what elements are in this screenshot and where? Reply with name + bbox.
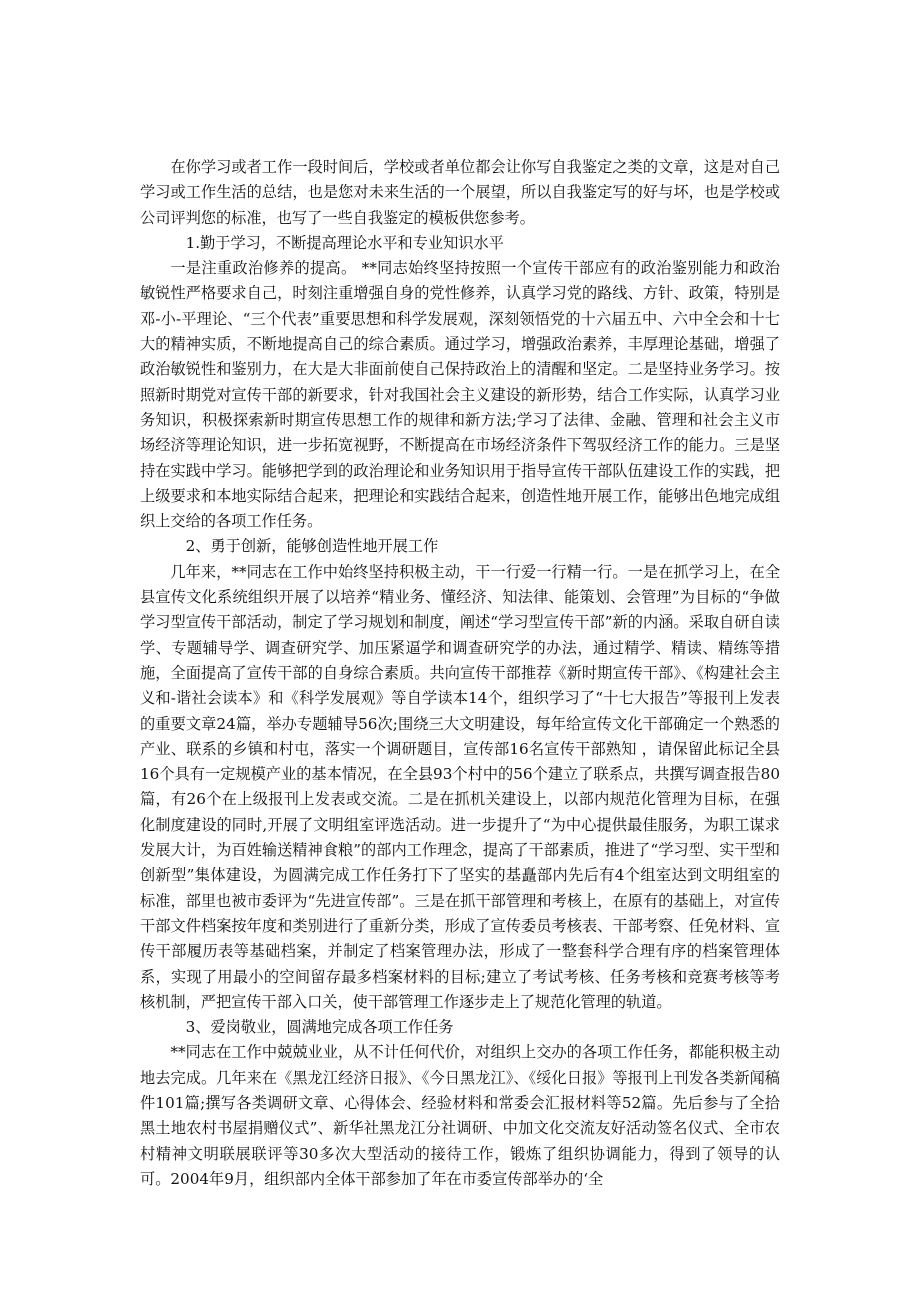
- intro-paragraph: 在你学习或者工作一段时间后，学校或者单位都会让你写自我鉴定之类的文章，这是对自己学习或工作生活的总结，也是您对未来生活的一个展望，所以自我鉴定写的好与坏，也是学校或公司评判您的标准，也写了一些自我鉴定的模板供您参考。: [140, 158, 780, 227]
- section-heading-2: 2、勇于创新，能够创造性地开展工作: [185, 537, 439, 556]
- section-3-paragraph: **同志在工作中兢兢业业，从不计任何代价，对组织上交办的各项工作任务，都能积极主动地去完成。几年来在《黑龙江经济日报》、《今日黑龙江》、《绥化日报》等报刊上刊发各类新闻稿件101篇;撰写各类调研文章、心得体会、经验材料和常委会汇报材料等52篇。先后参与了全拾黑土地农村书屋捐赠仪式”、新华社黑龙江分社调研、中加文化交流友好活动签名仪式、全市农村精神文明联展联评等30多次大型活动的接待工作，锻炼了组织协调能力，得到了领导的认可。2004年9月，组织部内全体干部参加了年在市委宣传部举办的‘全: [140, 1043, 780, 1188]
- section-2-paragraph: 几年来，**同志在工作中始终坚持积极主动，干一行爱一行精一行。一是在抓学习上，在全县宣传文化系统组织开展了以培养“精业务、懂经济、知法律、能策划、会管理”为目标的“争做学习型宣传干部活动，制定了学习规划和制度，阐述“学习型宣传干部”新的内涵。采取自研自读学、专题辅导学、调查研究学、加压紧逼学和调查研究学的办法，通过精学、精读、精练等措施，全面提高了宣传干部的自身综合素质。共向宣传干部推荐《新时期宣传干部》、《构建社会主义和-谐社会读本》和《科学发展观》等自学读本14个，组织学习了“十七大报告”等报刊上发表的重要文章24篇，举办专题辅导56次;围绕三大文明建设，每年给宣传文化干部确定一个熟悉的产业、联系的乡镇和村屯，落实一个调研题目，宣传部16名宣传干部熟知 ，请保留此标记全县16个具有一定规模产业的基本情况，在全县93个村中的56个建立了联系点，共撰写调查报告80篇，有26个在上级报刊上发表或交流。二是在抓机关建设上，以部内规范化管理为目标，在强化制度建设的同时,开展了文明组室评选活动。进一步提升了“为中心提供最佳服务，为职工谋求发展大计，为百姓输送精神食粮”的部内工作理念，提高了干部素质，推进了“学习型、实干型和创新型”集体建设，为圆满完成工作任务打下了坚实的基矗部内先后有4个组室达到文明组室的标准，部里也被市委评为“先进宣传部”。三是在抓干部管理和考核上，在原有的基础上，对宣传干部文件档案按年度和类别进行了重新分类，形成了宣传委员考核表、干部考察、任免材料、宣传干部履历表等基础档案，并制定了档案管理办法，形成了一整套科学合理有序的档案管理体系，实现了用最小的空间留存最多档案材料的目标;建立了考试考核、任务考核和竞赛考核等考核机制，严把宣传干部入口关，使干部管理工作逐步走上了规范化管理的轨道。: [140, 562, 780, 1011]
- section-heading-3: 3、爱岗敬业，圆满地完成各项工作任务: [185, 1018, 454, 1037]
- section-1-paragraph: 一是注重政治修养的提高。 **同志始终坚持按照一个宣传干部应有的政治鉴别能力和政治敏锐性严格要求自己，时刻注重增强自身的党性修养，认真学习党的路线、方针、政策，特别是邓-小-平理论、“三个代表”重要思想和科学发展观，深刻领悟党的十六届五中、六中全会和十七大的精神实质，不断地提高自己的综合素质。通过学习，增强政治素养，丰厚理论基础，增强了政治敏锐性和鉴别力，在大是大非面前使自己保持政治上的清醒和坚定。二是坚持业务学习。按照新时期党对宣传干部的新要求，针对我国社会主义建设的新形势，结合工作实际，认真学习业务知识，积极探索新时期宣传思想工作的规律和新方法;学习了法律、金融、管理和社会主义市场经济等理论知识，进一步拓宽视野，不断提高在市场经济条件下驾驭经济工作的能力。三是坚持在实践中学习。能够把学到的政治理论和业务知识用于指导宣传干部队伍建设工作的实践，把上级要求和本地实际结合起来，把理论和实践结合起来，创造性地开展工作，能够出色地完成组织上交给的各项工作任务。: [140, 259, 780, 531]
- document-body: [140, 155, 780, 1192]
- section-heading-1: 1.勤于学习，不断提高理论水平和专业知识水平: [185, 233, 504, 252]
